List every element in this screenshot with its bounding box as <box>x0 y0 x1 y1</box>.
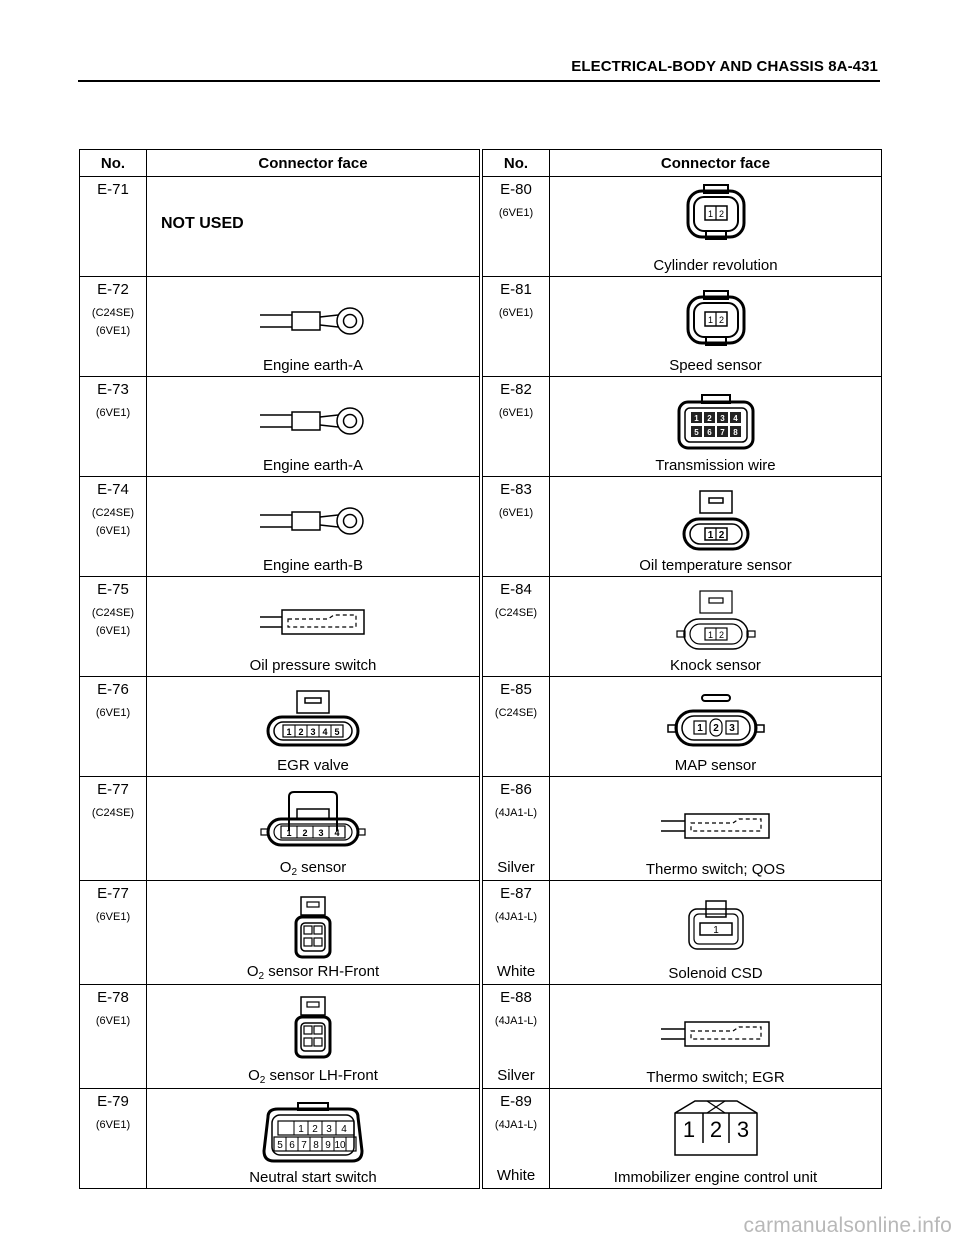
engine-code: (4JA1-L) <box>494 1119 538 1131</box>
connector-label: Engine earth-B <box>262 557 364 574</box>
connector-4pin-square-icon <box>293 995 333 1061</box>
connector-no: E-84 <box>500 581 532 598</box>
connector-no-cell <box>80 277 147 377</box>
table-row <box>80 677 882 777</box>
not-used-text: NOT USED <box>161 215 244 232</box>
connector-label: Neutral start switch <box>249 1169 377 1186</box>
connector-no-cell <box>80 1089 147 1189</box>
engine-code: (6VE1) <box>95 1015 131 1027</box>
connector-label: Oil pressure switch <box>249 657 377 674</box>
pin-label: 3 <box>310 727 316 737</box>
pin-label: 1 <box>707 315 713 325</box>
pin-label: 3 <box>719 414 725 423</box>
table-row <box>80 777 882 881</box>
ring-terminal-icon <box>258 503 368 539</box>
connector-label: MAP sensor <box>674 757 757 774</box>
pin-label: 2 <box>712 723 719 734</box>
engine-code: (6VE1) <box>95 1119 131 1131</box>
connector-no-cell <box>483 1089 550 1189</box>
connector-label: EGR valve <box>277 757 349 774</box>
engine-code: (6VE1) <box>95 525 131 537</box>
switch-terminal-icon <box>659 809 773 841</box>
engine-code: (C24SE) <box>91 807 135 819</box>
ring-terminal-icon <box>258 403 368 439</box>
connector-no: E-72 <box>97 281 129 298</box>
connector-5pin-icon <box>265 689 361 749</box>
pin-label: 1 <box>286 727 292 737</box>
connector-label: Speed sensor <box>669 357 762 374</box>
connector-face-cell <box>147 881 480 985</box>
connector-label: $O_2$ sensor <box>279 859 347 878</box>
connector-no: E-75 <box>97 581 129 598</box>
pin-label: 6 <box>706 428 712 437</box>
connector-face-cell <box>550 881 882 985</box>
pin-label: 1 <box>693 414 699 423</box>
engine-code: (6VE1) <box>95 407 131 419</box>
pin-label: 4 <box>732 414 738 423</box>
connector-no: E-76 <box>97 681 129 698</box>
pin-label: 1 <box>707 209 713 219</box>
pin-label: 2 <box>718 209 724 219</box>
connector-no: E-73 <box>97 381 129 398</box>
connector-no-cell <box>80 777 147 881</box>
pin-label: 3 <box>728 723 735 734</box>
connector-no: E-81 <box>500 281 532 298</box>
col-header-face: Connector face <box>550 150 882 177</box>
table-row <box>80 985 882 1089</box>
connector-face-cell <box>147 677 480 777</box>
connector-no-cell <box>483 477 550 577</box>
connector-face-cell <box>147 1089 480 1189</box>
connector-no: E-87 <box>500 885 532 902</box>
connector-no-cell <box>80 177 147 277</box>
engine-code: (6VE1) <box>498 307 534 319</box>
connector-face-cell <box>147 577 480 677</box>
wire-color: White <box>496 1167 536 1184</box>
connector-no: E-80 <box>500 181 532 198</box>
engine-code: (6VE1) <box>498 207 534 219</box>
connector-no: E-74 <box>97 481 129 498</box>
pin-label: 2 <box>709 1117 722 1142</box>
connector-no-cell <box>80 577 147 677</box>
connector-face-cell <box>147 477 480 577</box>
connector-face-cell <box>550 277 882 377</box>
engine-code: (6VE1) <box>95 625 131 637</box>
pin-label: 1 <box>707 630 713 640</box>
pin-label: 1 <box>696 723 703 734</box>
connector-2pin-oval-icon <box>675 589 757 653</box>
engine-code: (6VE1) <box>498 407 534 419</box>
engine-code: (4JA1-L) <box>494 807 538 819</box>
connector-face-cell <box>550 677 882 777</box>
switch-terminal-icon <box>258 605 368 637</box>
connector-1pin-icon <box>686 899 746 953</box>
connector-face-cell <box>550 477 882 577</box>
pin-label: 2 <box>718 315 724 325</box>
engine-code: (4JA1-L) <box>494 1015 538 1027</box>
table-row <box>80 881 882 985</box>
connector-no-cell <box>483 777 550 881</box>
connector-no: E-88 <box>500 989 532 1006</box>
connector-label: Immobilizer engine control unit <box>613 1169 818 1186</box>
pin-label: 4 <box>341 1124 347 1135</box>
connector-no-cell <box>80 677 147 777</box>
connector-face-cell <box>550 577 882 677</box>
pin-label: 2 <box>718 630 724 640</box>
pin-label: 3 <box>326 1124 332 1135</box>
pin-label: 5 <box>693 428 699 437</box>
connector-no: E-82 <box>500 381 532 398</box>
connector-face-cell <box>550 377 882 477</box>
connector-no-cell <box>483 177 550 277</box>
connector-face-cell <box>550 777 882 881</box>
connector-label: Oil temperature sensor <box>639 557 792 574</box>
engine-code: (C24SE) <box>494 607 538 619</box>
engine-code: (C24SE) <box>91 607 135 619</box>
engine-code: (C24SE) <box>494 707 538 719</box>
table-row <box>80 1089 882 1189</box>
connector-10pin-icon <box>258 1101 368 1165</box>
wire-color: Silver <box>497 1067 535 1084</box>
connector-table <box>79 149 882 1189</box>
pin-label: 3 <box>736 1117 749 1142</box>
pin-label: 4 <box>334 828 340 838</box>
pin-label: 4 <box>322 727 328 737</box>
connector-label: Knock sensor <box>670 657 761 674</box>
connector-no-cell <box>483 277 550 377</box>
connector-4pin-icon <box>259 789 367 849</box>
connector-label: Solenoid CSD <box>668 965 763 982</box>
connector-face-cell <box>147 177 480 277</box>
pin-label: 10 <box>334 1140 346 1151</box>
pin-label: 2 <box>312 1124 318 1135</box>
connector-label: Cylinder revolution <box>653 257 778 274</box>
engine-code: (6VE1) <box>498 507 534 519</box>
connector-2pin-icon <box>684 289 748 351</box>
connector-no: E-89 <box>500 1093 532 1110</box>
connector-face-cell <box>147 277 480 377</box>
pin-label: 8 <box>313 1140 319 1151</box>
connector-label: Thermo switch; EGR <box>646 1069 785 1086</box>
connector-no-cell <box>80 985 147 1089</box>
connector-no: E-78 <box>97 989 129 1006</box>
pin-label: 2 <box>302 828 308 838</box>
table-row <box>80 477 882 577</box>
connector-label: Engine earth-A <box>262 457 364 474</box>
connector-no: E-83 <box>500 481 532 498</box>
pin-label: 5 <box>277 1140 283 1151</box>
connector-8pin-icon <box>676 393 756 453</box>
pin-label: 7 <box>719 428 725 437</box>
table-row <box>80 577 882 677</box>
connector-no-cell <box>80 377 147 477</box>
watermark: carmanualsonline.info <box>743 1214 952 1237</box>
connector-face-cell <box>147 777 480 881</box>
connector-face-cell <box>147 377 480 477</box>
pin-label: 1 <box>707 530 713 541</box>
connector-label: $O_2$ sensor RH-Front <box>246 963 380 982</box>
connector-no-cell <box>483 881 550 985</box>
page-header <box>78 56 880 82</box>
connector-no-cell <box>483 985 550 1089</box>
engine-code: (6VE1) <box>95 911 131 923</box>
pin-label: 1 <box>298 1124 304 1135</box>
pin-label: 2 <box>298 727 304 737</box>
pin-label: 1 <box>712 925 719 936</box>
connector-3pin-icon <box>666 691 766 749</box>
table-row <box>80 377 882 477</box>
connector-no: E-77 <box>97 885 129 902</box>
connector-face-cell <box>147 985 480 1089</box>
connector-2pin-icon <box>684 183 748 245</box>
page-title: ELECTRICAL-BODY AND CHASSIS 8A-431 <box>571 58 878 75</box>
pin-label: 7 <box>301 1140 307 1151</box>
connector-no-cell <box>80 477 147 577</box>
engine-code: (4JA1-L) <box>494 911 538 923</box>
connector-label: Engine earth-A <box>262 357 364 374</box>
table-header-row <box>80 150 882 177</box>
engine-code: (6VE1) <box>95 325 131 337</box>
connector-no-cell <box>483 677 550 777</box>
connector-label: Transmission wire <box>655 457 776 474</box>
connector-no: E-85 <box>500 681 532 698</box>
connector-no: E-86 <box>500 781 532 798</box>
pin-label: 1 <box>286 828 292 838</box>
wire-color: Silver <box>497 859 535 876</box>
connector-no-cell <box>80 881 147 985</box>
connector-3pin-box-icon <box>671 1097 761 1159</box>
pin-label: 2 <box>706 414 712 423</box>
col-header-face: Connector face <box>147 150 480 177</box>
connector-no-cell <box>483 377 550 477</box>
connector-label: $O_2$ sensor LH-Front <box>248 1067 378 1086</box>
engine-code: (C24SE) <box>91 507 135 519</box>
connector-no-cell <box>483 577 550 677</box>
table-row <box>80 177 882 277</box>
pin-label: 3 <box>318 828 324 838</box>
connector-label: Thermo switch; QOS <box>645 861 786 878</box>
col-header-no: No. <box>80 150 147 177</box>
table-row <box>80 277 882 377</box>
pin-label: 1 <box>682 1117 695 1142</box>
engine-code: (6VE1) <box>95 707 131 719</box>
connector-face-cell <box>550 177 882 277</box>
engine-code: (C24SE) <box>91 307 135 319</box>
connector-no: E-77 <box>97 781 129 798</box>
connector-no: E-79 <box>97 1093 129 1110</box>
connector-face-cell <box>550 1089 882 1189</box>
col-header-no: No. <box>483 150 550 177</box>
pin-label: 6 <box>289 1140 295 1151</box>
pin-label: 5 <box>334 727 340 737</box>
pin-label: 2 <box>718 530 724 541</box>
connector-4pin-square-icon <box>293 895 333 961</box>
switch-terminal-icon <box>659 1017 773 1049</box>
pin-label: 8 <box>732 428 738 437</box>
connector-face-cell <box>550 985 882 1089</box>
pin-label: 9 <box>325 1140 331 1151</box>
ring-terminal-icon <box>258 303 368 339</box>
wire-color: White <box>496 963 536 980</box>
connector-2pin-oval-icon <box>681 489 751 553</box>
connector-no: E-71 <box>97 181 129 198</box>
